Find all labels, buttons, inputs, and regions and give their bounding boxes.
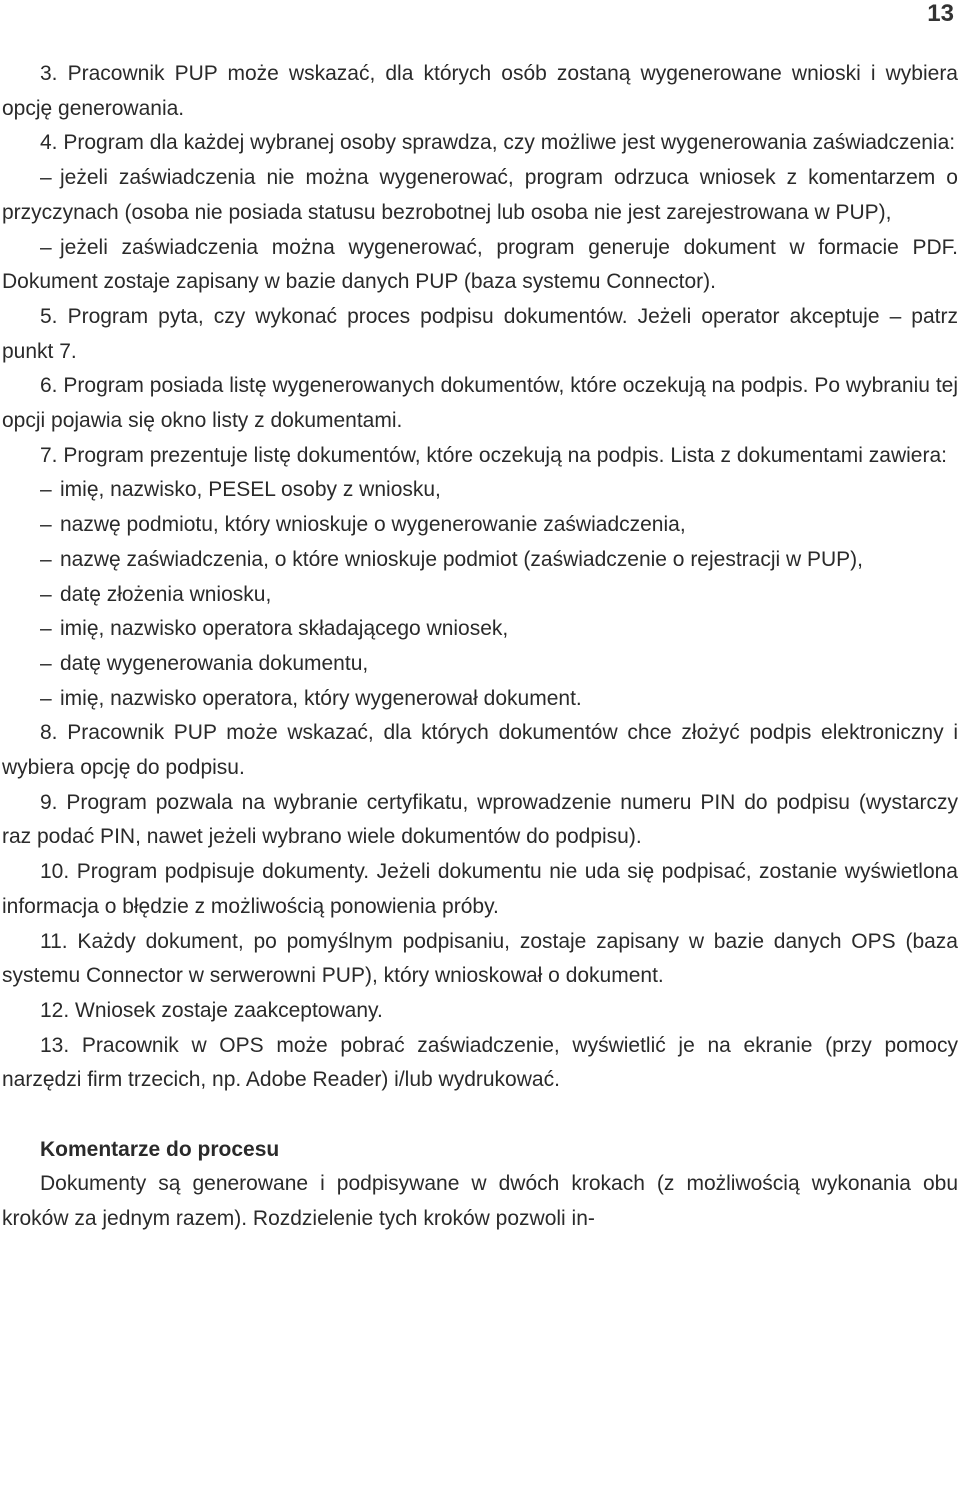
dash-marker: – <box>40 617 52 641</box>
dash-marker: – <box>40 235 52 259</box>
list-item-12: 12. Wniosek zostaje zaakceptowany. <box>40 998 383 1022</box>
list-item-6: 6. Program posiada listę wygenerowanych dokumentów, które oczekują na podpis. Po wybraniu tej opcji pojawia się okno listy z dokumentami. <box>2 374 958 433</box>
list-item-9: 9. Program pozwala na wybranie certyfikatu, wprowadzenie numeru PIN do podpisu (wystarczy raz podać PIN, nawet jeżeli wybrano wiele dokumentów do podpisu). <box>2 790 958 849</box>
sub-item-name-pesel: – imię, nazwisko, PESEL osoby z wniosku, <box>2 473 958 508</box>
list-item-5: 5. Program pyta, czy wykonać proces podpisu dokumentów. Jeżeli operator akceptuje – patrz punkt 7. <box>2 304 958 363</box>
sub-item-submitting-operator: – imię, nazwisko operatora składającego wniosek, <box>2 612 958 647</box>
comments-paragraph: Dokumenty są generowane i podpisywane w dwóch krokach (z możliwością wykonania obu kroków za jednym razem). Rozdzielenie tych kroków pozwoli in- <box>2 1172 958 1231</box>
list-item-3: 3. Pracownik PUP może wskazać, dla których osób zostaną wygenerowane wnioski i wybiera opcję generowania. <box>2 62 958 120</box>
section-spacer <box>2 1098 958 1133</box>
dash-marker: – <box>40 166 52 190</box>
dash-marker: – <box>40 582 52 606</box>
dash-marker: – <box>40 478 52 502</box>
list-item-13: 13. Pracownik w OPS może pobrać zaświadczenie, wyświetlić je na ekranie (przy pomocy narzędzi firm trzecich, np. Adobe Reader) i/lub wydrukować. <box>2 1033 958 1092</box>
list-item-4: 4. Program dla każdej wybranej osoby sprawdza, czy możliwe jest wygenerowania zaświadczenia: <box>40 131 956 155</box>
sub-item-entity-name: – nazwę podmiotu, który wnioskuje o wygenerowanie zaświadczenia, <box>2 508 958 543</box>
sub-item-generation-date: – datę wygenerowania dokumentu, <box>2 647 958 682</box>
sub-item-application-date: – datę złożenia wniosku, <box>2 578 958 613</box>
list-item-11: 11. Każdy dokument, po pomyślnym podpisaniu, zostaje zapisany w bazie danych OPS (baza systemu Connector w serwerowni PUP), który wnioskował o dokument. <box>2 929 958 988</box>
document-body <box>2 57 958 1237</box>
dash-marker: – <box>40 686 52 710</box>
list-item-10: 10. Program podpisuje dokumenty. Jeżeli dokumentu nie uda się podpisać, zostanie wyświetlona informacja o błędzie z możliwością ponowienia próby. <box>2 860 958 918</box>
section-heading: Komentarze do procesu <box>40 1137 280 1161</box>
sub-item-generating-operator: – imię, nazwisko operatora, który wygenerował dokument. <box>2 682 958 717</box>
list-item-8: 8. Pracownik PUP może wskazać, dla których dokumentów chce złożyć podpis elektroniczny i wybiera opcję do podpisu. <box>2 721 958 780</box>
sub-item-can-generate: – jeżeli zaświadczenia można wygenerować, program generuje dokument w formacie PDF. Dokument zostaje zapisany w bazie danych PUP (baza systemu Connector). <box>2 231 958 300</box>
sub-item-cannot-generate: – jeżeli zaświadczenia nie można wygenerować, program odrzuca wniosek z komentarzem o przyczynach (osoba nie posiada statusu bezrobotnej lub osoba nie jest zarejestrowana w PUP), <box>2 161 958 230</box>
sub-item-certificate-name: – nazwę zaświadczenia, o które wnioskuje podmiot (zaświadczenie o rejestracji w PUP), <box>2 543 958 578</box>
dash-marker: – <box>40 513 52 537</box>
list-item-7: 7. Program prezentuje listę dokumentów, które oczekują na podpis. Lista z dokumentami zawiera: <box>40 443 947 467</box>
dash-marker: – <box>40 547 52 571</box>
dash-marker: – <box>40 651 52 675</box>
page-number: 13 <box>927 0 954 27</box>
